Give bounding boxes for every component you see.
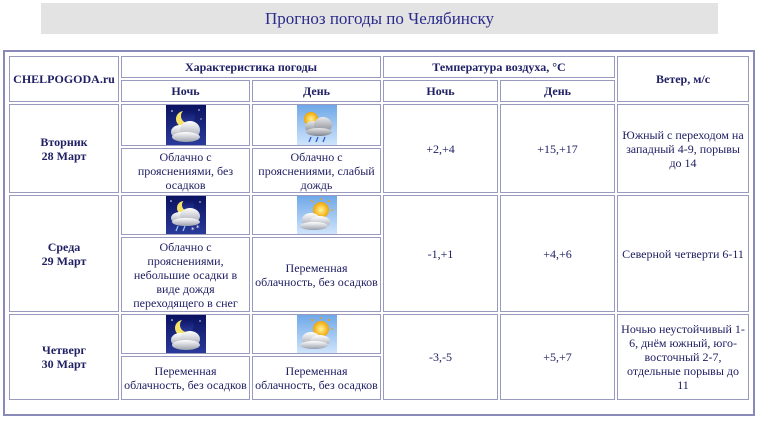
svg-text:*: * bbox=[195, 224, 199, 232]
day-cell bbox=[9, 104, 119, 193]
temp-night-value: -3,-5 bbox=[383, 314, 498, 400]
day-cell bbox=[9, 314, 119, 400]
wind-value: Южный с переходом на западный 4-9, порывы до 14 bbox=[617, 104, 749, 193]
day-description: Переменная облачность, без осадков bbox=[252, 237, 381, 312]
sun-cloud-icon bbox=[297, 315, 337, 353]
night-description: Переменная облачность, без осадков bbox=[121, 356, 250, 400]
temp-day-value: +5,+7 bbox=[500, 314, 615, 400]
temp-day-value: +4,+6 bbox=[500, 195, 615, 312]
moon-cloud-sleet-icon bbox=[166, 196, 206, 234]
page-title: Прогноз погоды по Челябинску bbox=[41, 3, 718, 34]
date: 30 Март bbox=[41, 357, 87, 371]
date: 29 Март bbox=[41, 253, 87, 268]
temp-day-column-header: День bbox=[500, 80, 615, 102]
weekday: Вторник bbox=[40, 134, 88, 149]
site-name-header: CHELPOGODA.ru bbox=[9, 56, 119, 102]
weather-characteristic-header: Характеристика погоды bbox=[121, 56, 381, 78]
sun-cloud-icon bbox=[297, 196, 337, 234]
temp-night-value: +2,+4 bbox=[383, 104, 498, 193]
wind-header: Ветер, м/с bbox=[617, 56, 749, 102]
night-column-header: Ночь bbox=[121, 80, 250, 102]
forecast-table bbox=[7, 54, 751, 402]
sun-cloud-rain-icon bbox=[297, 105, 337, 145]
day-description: Переменная облачность, без осадков bbox=[252, 356, 381, 400]
day-cell bbox=[9, 195, 119, 312]
night-description: Облачно с прояснениями, без осадков bbox=[121, 148, 250, 193]
svg-text:*: * bbox=[190, 226, 194, 234]
temp-night-value: -1,+1 bbox=[383, 195, 498, 312]
forecast-table-frame bbox=[3, 50, 755, 416]
wind-value: Ночью неустойчивый 1-6, днём южный, юго-восточный 2-7, отдельные порывы до 11 bbox=[617, 314, 749, 400]
wind-value: Северной четверти 6-11 bbox=[617, 195, 749, 312]
date: 28 Март bbox=[41, 148, 87, 163]
moon-cloud-icon bbox=[166, 105, 206, 145]
temp-night-column-header: Ночь bbox=[383, 80, 498, 102]
moon-cloud-icon bbox=[166, 315, 206, 353]
temp-day-value: +15,+17 bbox=[500, 104, 615, 193]
weekday: Четверг bbox=[42, 343, 86, 357]
night-description: Облачно с прояснениями, небольшие осадки в виде дождя переходящего в снег bbox=[121, 237, 250, 312]
weekday: Среда bbox=[47, 239, 81, 254]
temperature-header: Температура воздуха, °С bbox=[383, 56, 615, 78]
day-column-header: День bbox=[252, 80, 381, 102]
day-description: Облачно с прояснениями, слабый дождь bbox=[252, 148, 381, 193]
